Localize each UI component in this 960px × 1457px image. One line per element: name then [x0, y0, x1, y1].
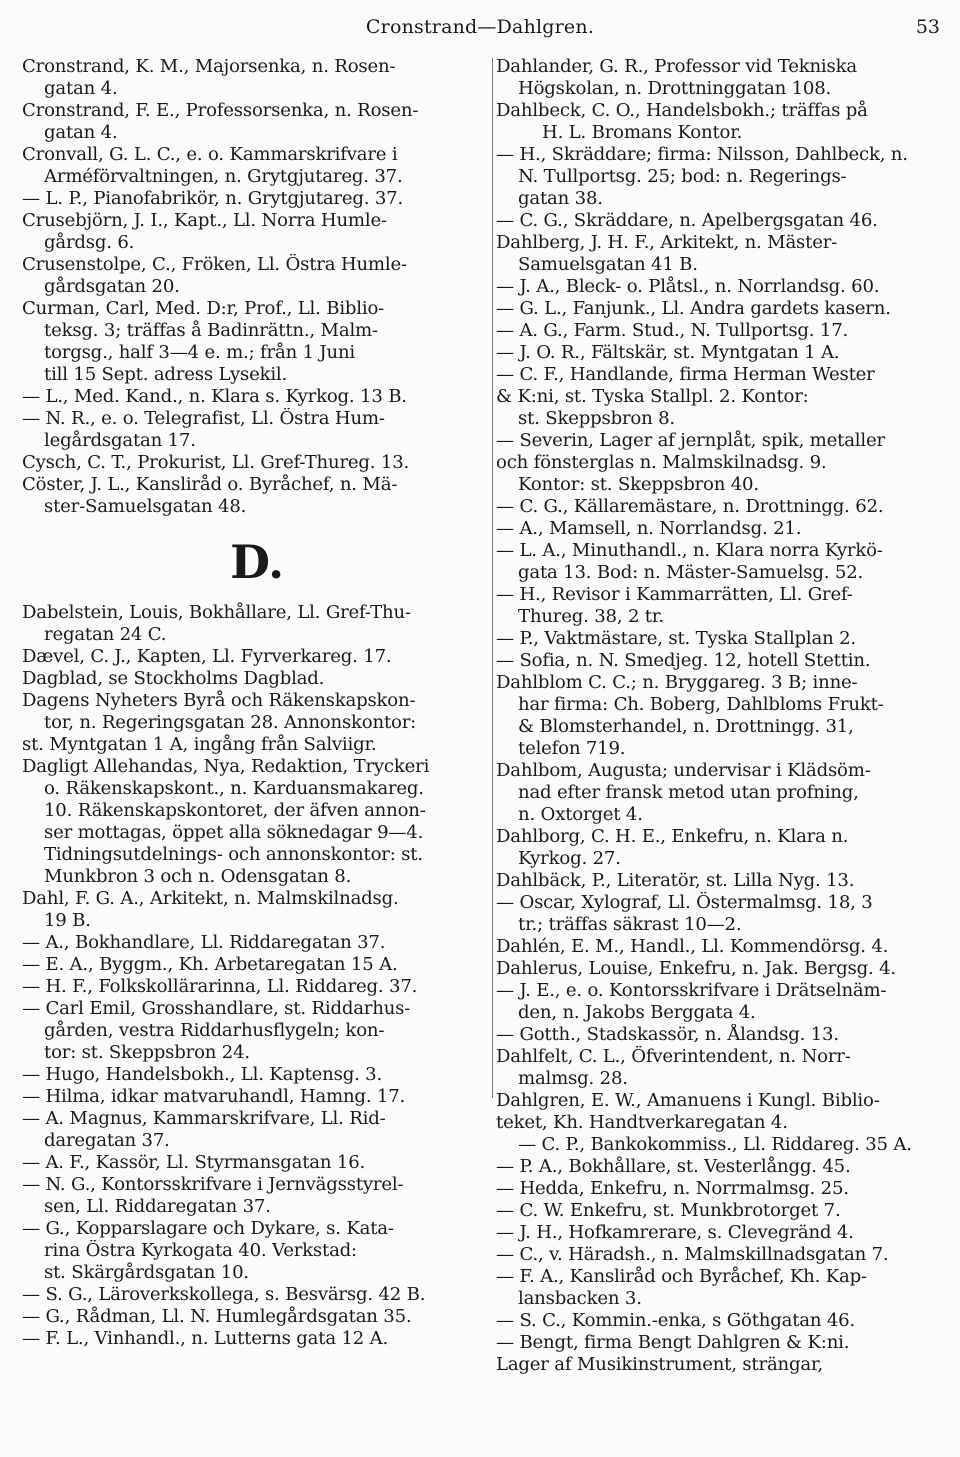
entry-line: har firma: Ch. Boberg, Dahlbloms Frukt-	[518, 694, 884, 715]
entry-line: — C. F., Handlande, firma Herman Wester	[496, 364, 875, 385]
entry-line: Lager af Musikinstrument, strängar,	[496, 1354, 823, 1375]
entry-line: Dahlbom, Augusta; undervisar i Klädsöm-	[496, 760, 871, 781]
entry-line: Dagens Nyheters Byrå och Räkenskapskon-	[22, 690, 416, 711]
entry-line: gatan 4.	[44, 78, 118, 99]
entry-line: Dahlblom C. C.; n. Bryggareg. 3 B; inne-	[496, 672, 858, 693]
entry-line: — C., v. Häradsh., n. Malmskillnadsgatan 7.	[496, 1244, 889, 1265]
entry-line: — Severin, Lager af jernplåt, spik, metaller	[496, 430, 885, 451]
entry-line: — J. A., Bleck- o. Plåtsl., n. Norrlandsg. 60.	[496, 276, 880, 297]
entry-line: Dahlgren, E. W., Amanuens i Kungl. Biblio-	[496, 1090, 880, 1111]
entry-line: Dahl, F. G. A., Arkitekt, n. Malmskilnadsg.	[22, 888, 399, 909]
entry-line: Dahlerus, Louise, Enkefru, n. Jak. Bergsg. 4.	[496, 958, 896, 979]
entry-line: — G., Rådman, Ll. N. Humlegårdsgatan 35.	[22, 1306, 412, 1327]
entry-line: & Blomsterhandel, n. Drottningg. 31,	[518, 716, 854, 737]
entry-line: st. Myntgatan 1 A, ingång från Salviigr.	[22, 734, 377, 755]
entry-line: till 15 Sept. adress Lysekil.	[44, 364, 288, 385]
entry-line: o. Räkenskapskont., n. Karduansmakareg.	[44, 778, 424, 799]
entry-line: Samuelsgatan 41 B.	[518, 254, 698, 275]
entry-line: Kontor: st. Skeppsbron 40.	[518, 474, 759, 495]
entry-line: — Hedda, Enkefru, n. Norrmalmsg. 25.	[496, 1178, 849, 1199]
entry-line: gården, vestra Riddarhusflygeln; kon-	[44, 1020, 385, 1041]
entry-line: — A., Bokhandlare, Ll. Riddaregatan 37.	[22, 932, 386, 953]
entry-line: Dahlbeck, C. O., Handelsbokh.; träffas på	[496, 100, 868, 121]
entry-line: och fönsterglas n. Malmskilnadsg. 9.	[496, 452, 827, 473]
entry-line: Dahlborg, C. H. E., Enkefru, n. Klara n.	[496, 826, 849, 847]
entry-line: gatan 4.	[44, 122, 118, 143]
entry-line: — A., Mamsell, n. Norrlandsg. 21.	[496, 518, 802, 539]
page-header	[0, 6, 960, 46]
entry-line: — A. Magnus, Kammarskrifvare, Ll. Rid-	[22, 1108, 386, 1129]
entry-line: Dahlfelt, C. L., Öfverintendent, n. Norr-	[496, 1046, 851, 1067]
entry-line: — C. G., Källaremästare, n. Drottningg. 62.	[496, 496, 884, 517]
entry-line: den, n. Jakobs Berggata 4.	[518, 1002, 756, 1023]
entry-line: daregatan 37.	[44, 1130, 170, 1151]
entry-line: — J. O. R., Fältskär, st. Myntgatan 1 A.	[496, 342, 840, 363]
left-column	[22, 56, 492, 1350]
entry-line: — F. A., Kanslіråd och Byråchef, Kh. Kap-	[496, 1266, 867, 1287]
entry-line: tor: st. Skeppsbron 24.	[44, 1042, 250, 1063]
entry-line: Dahlander, G. R., Professor vid Tekniska	[496, 56, 857, 77]
entry-line: 19 B.	[44, 910, 91, 931]
entry-line: — Hugo, Handelsbokh., Ll. Kaptensg. 3.	[22, 1064, 383, 1085]
entry-line: Cöster, J. L., Kansliråd o. Byråchef, n. Mä-	[22, 474, 398, 495]
section-letter: D.	[230, 535, 284, 589]
entry-line: — Carl Emil, Grosshandlare, st. Riddarhus-	[22, 998, 411, 1019]
entry-line: tor, n. Regeringsgatan 28. Annonskontor:	[44, 712, 417, 733]
entry-line: 10. Räkenskapskontoret, der äfven annon-	[44, 800, 426, 821]
left-entries-part1	[22, 56, 492, 518]
entry-line: — P. A., Bokhållare, st. Vesterlångg. 45.	[496, 1156, 851, 1177]
entry-line: ster-Samuelsgatan 48.	[44, 496, 247, 517]
entry-line: Arméförvaltningen, n. Grytgjutareg. 37.	[44, 166, 403, 187]
entry-line: Kyrkog. 27.	[518, 848, 621, 869]
entry-line: — L., Med. Kand., n. Klara s. Kyrkog. 13 B.	[22, 386, 407, 407]
right-column	[496, 56, 944, 1376]
entry-line: malmsg. 28.	[518, 1068, 628, 1089]
entry-line: teket, Kh. Handtverkaregatan 4.	[496, 1112, 788, 1133]
entry-line: — L. A., Minuthandl., n. Klara norra Kyrkö-	[496, 540, 883, 561]
entry-line: gata 13. Bod: n. Mäster-Samuelsg. 52.	[518, 562, 864, 583]
entry-line: — S. G., Läroverkskollega, s. Besvärsg. 42 B.	[22, 1284, 426, 1305]
entry-line: — H., Revisor i Kammarrätten, Ll. Gref-	[496, 584, 853, 605]
entry-line: — Sofia, n. N. Smedjeg. 12, hotell Stettin.	[496, 650, 871, 671]
entry-line: — C. G., Skräddare, n. Apelbergsgatan 46.	[496, 210, 878, 231]
entry-line: — P., Vaktmästare, st. Tyska Stallplan 2.	[496, 628, 856, 649]
entry-line: Dahlberg, J. H. F., Arkitekt, n. Mäster-	[496, 232, 838, 253]
entry-line: Cysch, C. T., Prokurist, Ll. Gref-Thureg. 13.	[22, 452, 410, 473]
entry-line: — N. G., Kontorsskrifvare i Jernvägsstyrel-	[22, 1174, 404, 1195]
entry-line: — L. P., Pianofabrikör, n. Grytgjutareg. 37.	[22, 188, 404, 209]
entry-line: Dahlbäck, P., Literatör, st. Lilla Nyg. 13.	[496, 870, 855, 891]
entry-line: & K:ni, st. Tyska Stallpl. 2. Kontor:	[496, 386, 809, 407]
entry-line: sen, Ll. Riddaregatan 37.	[44, 1196, 271, 1217]
entry-line: — A. F., Kassör, Ll. Styrmansgatan 16.	[22, 1152, 366, 1173]
entry-line: — Bengt, firma Bengt Dahlgren & K:ni.	[496, 1332, 850, 1353]
entry-line: Dahlén, E. M., Handl., Ll. Kommendörsg. 4.	[496, 936, 889, 957]
entry-line: Tidningsutdelnings- och annonskontor: st.	[44, 844, 423, 865]
entry-line: Cronstrand, F. E., Professorsenka, n. Rosen-	[22, 100, 419, 121]
entry-line: — S. C., Kommin.-enka, s Göthgatan 46.	[496, 1310, 856, 1331]
entry-line: Högskolan, n. Drottninggatan 108.	[518, 78, 832, 99]
entry-line: — Gotth., Stadskassör, n. Ålandsg. 13.	[496, 1024, 839, 1045]
right-entries	[496, 56, 944, 1376]
entry-line: regatan 24 C.	[44, 624, 167, 645]
entry-line: st. Skeppsbron 8.	[518, 408, 675, 429]
entry-line: Crusebjörn, J. I., Kapt., Ll. Norra Humle-	[22, 210, 387, 231]
entry-line: n. Oxtorget 4.	[518, 804, 643, 825]
entry-line: — G., Kopparslagare och Dykare, s. Kata-	[22, 1218, 394, 1239]
entry-line: — N. R., e. o. Telegrafist, Ll. Östra Hum-	[22, 408, 385, 429]
entry-line: gatan 38.	[518, 188, 603, 209]
entry-line: teksg. 3; träffas å Badinrättn., Malm-	[44, 320, 378, 341]
entry-line: — G. L., Fanjunk., Ll. Andra gardets kasern.	[496, 298, 891, 319]
page-number: 53	[915, 16, 940, 38]
entry-line: — E. A., Byggm., Kh. Arbetaregatan 15 A.	[22, 954, 398, 975]
entry-line: telefon 719.	[518, 738, 626, 759]
entry-line: — C. W. Enkefru, st. Munkbrotorget 7.	[496, 1200, 841, 1221]
entry-line: — A. G., Farm. Stud., N. Tullportsg. 17.	[496, 320, 849, 341]
entry-line: Thureg. 38, 2 tr.	[518, 606, 664, 627]
column-divider	[492, 58, 493, 1098]
entry-line: Dagligt Allehandas, Nya, Redaktion, Tryckeri	[22, 756, 430, 777]
entry-line: legårdsgatan 17.	[44, 430, 196, 451]
entry-line: torgsg., half 3—4 e. m.; från 1 Juni	[44, 342, 355, 363]
entry-line: Dævel, C. J., Kapten, Ll. Fyrverkareg. 17.	[22, 646, 392, 667]
entry-line: Cronstrand, K. M., Majorsenka, n. Rosen-	[22, 56, 396, 77]
running-title: Cronstrand—Dahlgren.	[365, 16, 595, 38]
entry-line: st. Skärgårdsgatan 10.	[44, 1262, 249, 1283]
entry-line: — J. H., Hofkamrerare, s. Clevegränd 4.	[496, 1222, 854, 1243]
entry-line: rina Östra Kyrkogata 40. Verkstad:	[44, 1240, 357, 1261]
entry-line: Dabelstein, Louis, Bokhållare, Ll. Gref-Thu-	[22, 602, 411, 623]
entry-line: Curman, Carl, Med. D:r, Prof., Ll. Biblio-	[22, 298, 385, 319]
entry-line: N. Tullportsg. 25; bod: n. Regerings-	[518, 166, 847, 187]
entry-line: Munkbron 3 och n. Odensgatan 8.	[44, 866, 352, 887]
left-entries-part2	[22, 602, 492, 1350]
entry-line: — J. E., e. o. Kontorsskrifvare i Drätselnäm-	[496, 980, 887, 1001]
entry-line: gårdsg. 6.	[44, 232, 135, 253]
entry-line: nad efter fransk metod utan profning,	[518, 782, 859, 803]
entry-line: — H., Skräddare; firma: Nilsson, Dahlbeck, n.	[496, 144, 908, 165]
entry-line: — F. L., Vinhandl., n. Lutterns gata 12 A.	[22, 1328, 389, 1349]
entry-line: — H. F., Folkskollärarinna, Ll. Riddareg. 37.	[22, 976, 418, 997]
entry-line: — C. P., Bankokommiss., Ll. Riddareg. 35 A.	[518, 1134, 912, 1155]
entry-line: Cronvall, G. L. C., e. o. Kammarskrifvare i	[22, 144, 398, 165]
entry-line: Dagblad, se Stockholms Dagblad.	[22, 668, 325, 689]
entry-line: H. L. Bromans Kontor.	[542, 122, 743, 143]
entry-line: lansbacken 3.	[518, 1288, 642, 1309]
entry-line: — Oscar, Xylograf, Ll. Östermalmsg. 18, 3	[496, 892, 873, 913]
entry-line: gårdsgatan 20.	[44, 276, 180, 297]
entry-line: — Hilma, idkar matvaruhandl, Hamng. 17.	[22, 1086, 406, 1107]
entry-line: ser mottagas, öppet alla söknedagar 9—4.	[44, 822, 424, 843]
entry-line: Crusenstolpe, C., Fröken, Ll. Östra Humle-	[22, 254, 407, 275]
entry-line: tr.; träffas säkrast 10—2.	[518, 914, 742, 935]
